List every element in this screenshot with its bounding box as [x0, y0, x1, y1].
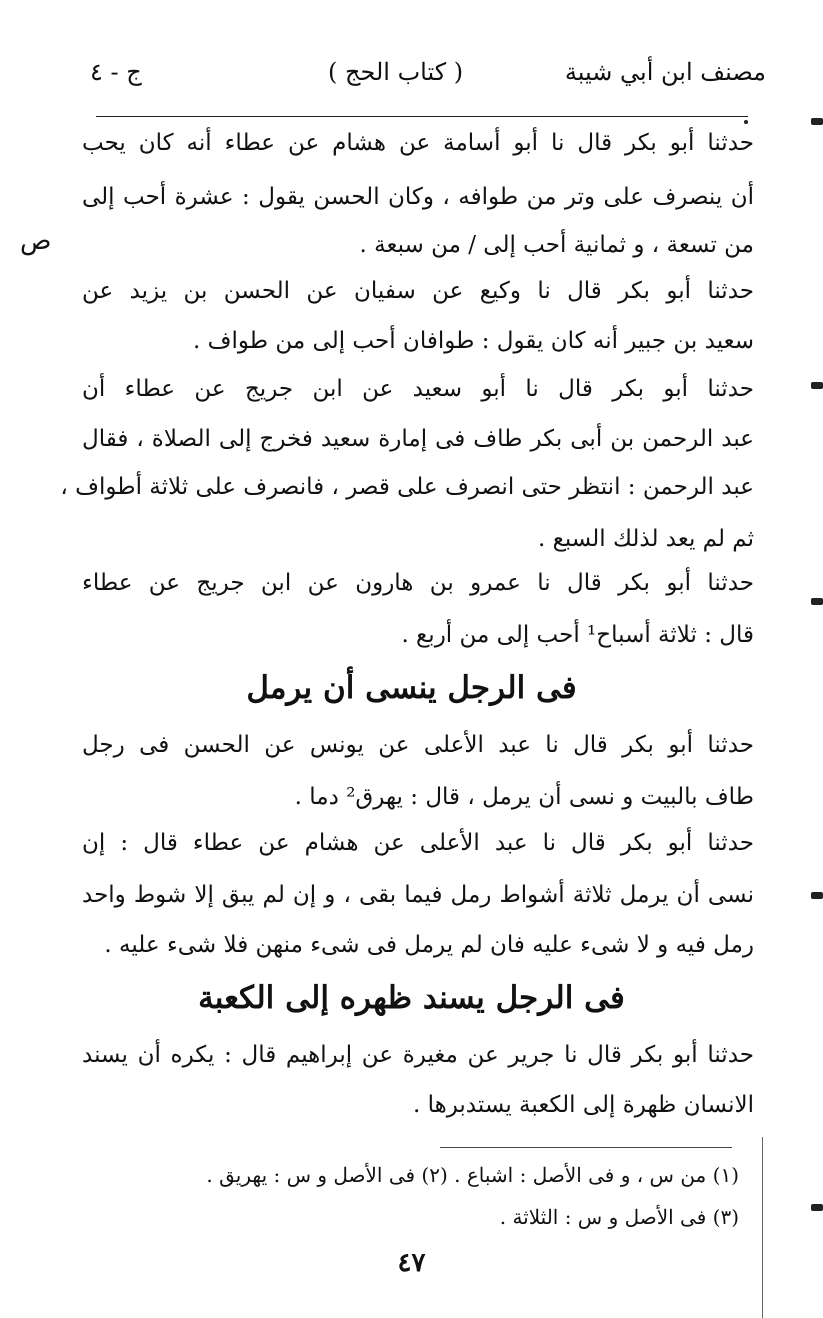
text-line: حدثنا أبو بكر قال نا جرير عن مغيرة عن إبراهيم قال : يكره أن يسند — [82, 1042, 754, 1068]
text-line: قال : ثلاثة أسباح¹ أحب إلى من أربع . — [401, 622, 754, 648]
text-line: أن ينصرف على وتر من طوافه ، وكان الحسن يقول : عشرة أحب إلى — [82, 184, 754, 210]
page-number: ٤٧ — [397, 1248, 426, 1278]
edge-mark — [811, 118, 823, 125]
text-line: نسى أن يرمل ثلاثة أشواط رمل فيما بقى ، و إن لم يبق إلا شوط واحد — [82, 882, 754, 908]
text-line: عبد الرحمن بن أبى بكر طاف فى إمارة سعيد فخرج إلى الصلاة ، فقال — [82, 426, 754, 452]
footnote-rule — [440, 1147, 732, 1148]
margin-page-mark: ص — [20, 226, 52, 256]
ink-dot — [744, 120, 748, 124]
section-heading: فى الرجل يسند ظهره إلى الكعبة — [198, 980, 625, 1016]
edge-mark — [811, 382, 823, 389]
text-line: حدثنا أبو بكر قال نا عمرو بن هارون عن ابن جريج عن عطاء — [82, 570, 754, 596]
text-line: حدثنا أبو بكر قال نا عبد الأعلى عن هشام عن عطاء قال : إن — [82, 830, 754, 856]
text-line: حدثنا أبو بكر قال نا أبو سعيد عن ابن جريج عن عطاء أن — [82, 376, 754, 402]
text-line: حدثنا أبو بكر قال نا وكيع عن سفيان عن الحسن بن يزيد عن — [82, 278, 754, 304]
book-title: مصنف ابن أبي شيبة — [564, 58, 766, 86]
text-line: ثم لم يعد لذلك السبع . — [537, 526, 754, 552]
header-rule — [96, 116, 748, 117]
section-heading: فى الرجل ينسى أن يرمل — [246, 670, 577, 706]
text-line: عبد الرحمن : انتظر حتى انصرف على قصر ، فانصرف على ثلاثة أطواف ، — [60, 474, 754, 500]
text-line: رمل فيه و لا شىء عليه فان لم يرمل فى شىء منهن فلا شىء عليه . — [104, 932, 754, 958]
volume-number: ج - ٤ — [90, 58, 142, 86]
text-line: سعيد بن جبير أنه كان يقول : طوافان أحب إلى من طواف . — [193, 328, 754, 354]
running-header — [80, 58, 766, 98]
edge-mark — [811, 892, 823, 899]
footnote-line: (٣) فى الأصل و س : الثلاثة . — [499, 1205, 739, 1229]
text-line: حدثنا أبو بكر قال نا عبد الأعلى عن يونس عن الحسن فى رجل — [82, 732, 754, 758]
text-line: طاف بالبيت و نسى أن يرمل ، قال : يهرق² دما . — [294, 784, 754, 810]
text-line: حدثنا أبو بكر قال نا أبو أسامة عن هشام عن عطاء أنه كان يحب — [82, 130, 754, 156]
edge-mark — [811, 1204, 823, 1211]
footnote-line: (١) من س ، و فى الأصل : اشباع . (٢) فى الأصل و س : يهريق . — [206, 1163, 739, 1187]
text-line: الانسان ظهرة إلى الكعبة يستدبرها . — [412, 1092, 754, 1118]
chapter-title: ( كتاب الحج ) — [328, 58, 464, 86]
binding-line — [762, 1137, 763, 1318]
text-line: من تسعة ، و ثمانية أحب إلى / من سبعة . — [359, 232, 754, 258]
edge-mark — [811, 598, 823, 605]
